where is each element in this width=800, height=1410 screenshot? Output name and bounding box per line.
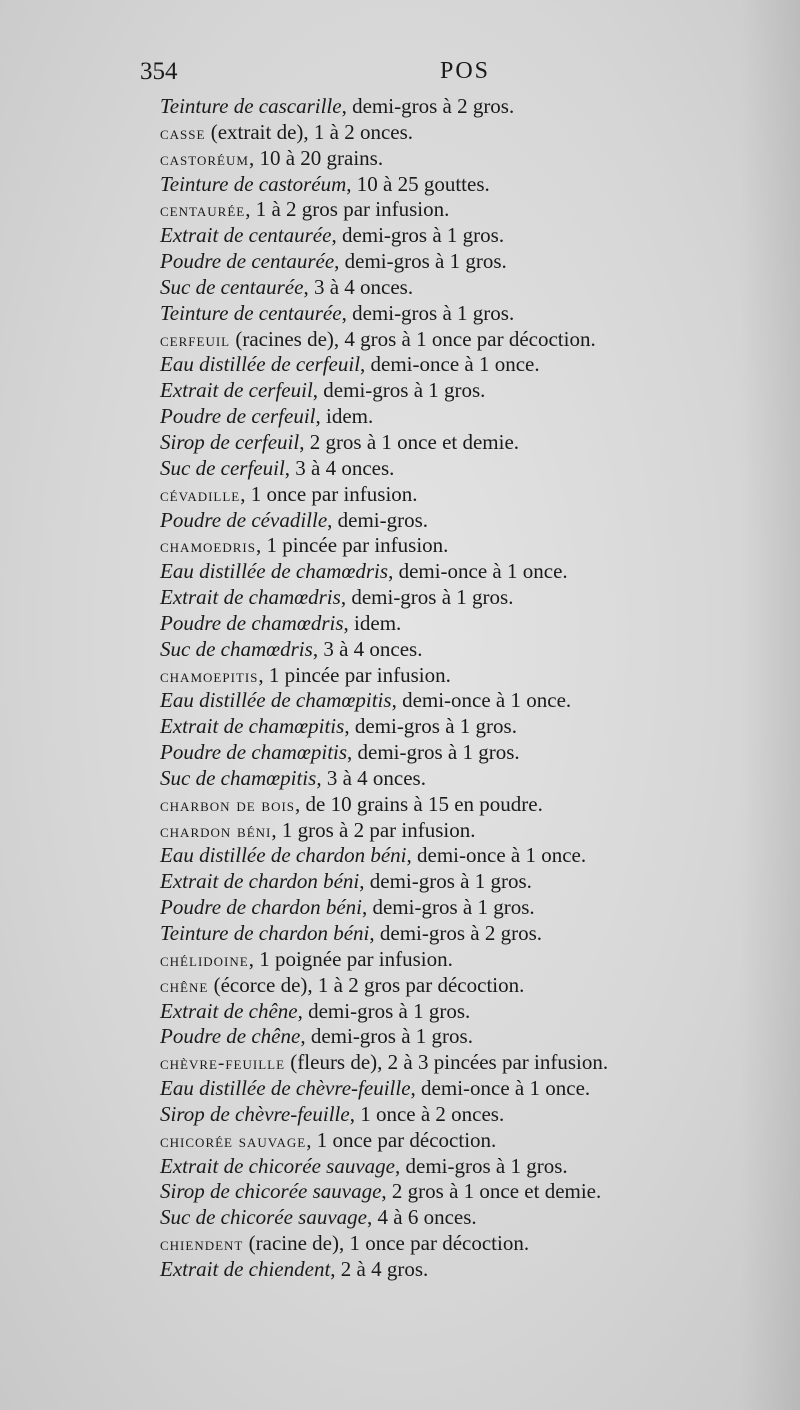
dosage-text: , 3 à 4 onces. — [316, 765, 426, 790]
dosage-text: , demi-gros à 1 gros. — [395, 1153, 568, 1178]
dosage-text: , 3 à 4 onces. — [312, 636, 423, 661]
substance-name: casse — [160, 122, 206, 144]
dosage-text: , 3 à 4 onces. — [284, 455, 395, 480]
entry-preparation-line — [148, 430, 798, 456]
dosage-text: , demi-gros à 1 gros. — [340, 585, 514, 610]
preparation-name: Extrait de chardon béni — [160, 869, 360, 894]
preparation-name: Suc de centaurée — [160, 274, 304, 299]
preparation-name: Poudre de chamœdris — [160, 610, 344, 635]
substance-name: chêne — [160, 975, 209, 997]
dosage-text: , 3 à 4 onces. — [303, 274, 414, 299]
preparation-name: Extrait de chiendent — [160, 1256, 331, 1281]
dosage-text: , demi-once à 1 once. — [391, 688, 572, 713]
dosage-text: , idem. — [343, 610, 402, 635]
preparation-name: Suc de cerfeuil — [160, 455, 285, 480]
dosage-text: (extrait de), 1 à 2 onces. — [205, 119, 414, 144]
dosage-text: , 4 à 6 onces. — [367, 1205, 477, 1230]
preparation-name: Poudre de chardon béni — [160, 895, 362, 920]
dosage-text: , 10 à 25 gouttes. — [346, 171, 490, 196]
running-head: POS — [440, 58, 491, 84]
entry-preparation-line — [148, 352, 798, 378]
entry-preparation-line — [148, 1076, 798, 1102]
entry-preparation-line — [148, 740, 798, 766]
page-header — [140, 58, 740, 92]
preparation-name: Sirop de cerfeuil — [160, 429, 300, 454]
preparation-name: Poudre de centaurée — [160, 249, 335, 274]
substance-name: cévadille — [160, 484, 241, 506]
dosage-text: , idem. — [315, 404, 374, 429]
preparation-name: Poudre de chêne — [160, 1024, 301, 1049]
dosage-text: , demi-gros à 1 gros. — [341, 300, 515, 325]
preparation-name: Eau distillée de chamœpitis — [160, 688, 392, 713]
entry-heading-line — [148, 120, 798, 146]
entry-preparation-line — [148, 94, 798, 120]
entry-preparation-line — [148, 559, 798, 585]
dosage-text: , demi-gros à 2 gros. — [369, 921, 543, 945]
dosage-text: , demi-once à 1 once. — [388, 559, 568, 584]
entry-preparation-line — [148, 688, 798, 714]
dosage-text: , 1 once par infusion. — [240, 481, 418, 506]
substance-name: charbon de bois — [160, 794, 296, 816]
dosage-text: , 2 gros à 1 once et demie. — [381, 1179, 602, 1204]
entry-heading-line — [148, 947, 798, 973]
entry-preparation-line — [148, 456, 798, 482]
entry-preparation-line — [148, 1154, 798, 1180]
dosage-text: , demi-gros à 2 gros. — [341, 94, 515, 118]
preparation-name: Extrait de centaurée — [160, 223, 332, 248]
entry-preparation-line — [148, 611, 798, 637]
dosage-text: , 2 à 4 gros. — [330, 1256, 429, 1281]
preparation-name: Teinture de castoréum — [160, 171, 347, 196]
entry-preparation-line — [148, 172, 798, 198]
preparation-name: Sirop de chèvre-feuille — [160, 1101, 350, 1126]
preparation-name: Suc de chicorée sauvage — [160, 1205, 367, 1230]
entry-heading-line — [148, 973, 798, 999]
dosage-text: , demi-gros. — [327, 507, 429, 532]
entry-preparation-line — [148, 585, 798, 611]
entry-preparation-line — [148, 301, 798, 327]
dosage-text: , 1 pincée par infusion. — [258, 662, 451, 687]
entry-heading-line — [148, 533, 798, 559]
dosage-text: , demi-gros à 1 gros. — [312, 378, 486, 403]
entry-heading-line — [148, 197, 798, 223]
substance-name: chamoepitis — [160, 665, 259, 687]
dosage-text: , demi-once à 1 once. — [410, 1076, 591, 1101]
substance-name: chèvre-feuille — [160, 1053, 286, 1075]
entry-heading-line — [148, 792, 798, 818]
preparation-name: Eau distillée de cerfeuil — [160, 352, 361, 377]
substance-name: cerfeuil — [160, 329, 231, 351]
entry-heading-line — [148, 1231, 798, 1257]
entry-preparation-line — [148, 1205, 798, 1231]
preparation-name: Extrait de chamœpitis — [160, 714, 345, 739]
dosage-text: , 1 poignée par infusion. — [248, 946, 453, 971]
preparation-name: Poudre de cévadille — [160, 507, 328, 532]
dosage-list — [148, 94, 798, 1283]
dosage-text: , demi-once à 1 once. — [406, 843, 587, 868]
entry-preparation-line — [148, 404, 798, 430]
preparation-name: Poudre de cerfeuil — [160, 404, 316, 429]
substance-name: chicorée sauvage — [160, 1130, 307, 1152]
entry-heading-line — [148, 146, 798, 172]
dosage-text: , demi-gros à 1 gros. — [344, 714, 517, 739]
dosage-text: , demi-gros à 1 gros. — [297, 998, 471, 1023]
substance-name: chamoedris — [160, 536, 256, 558]
entry-preparation-line — [148, 249, 798, 275]
entry-preparation-line — [148, 999, 798, 1025]
preparation-name: Teinture de cascarille — [160, 94, 342, 118]
preparation-name: Extrait de chamœdris — [160, 585, 341, 610]
entry-heading-line — [148, 1050, 798, 1076]
dosage-text: , demi-gros à 1 gros. — [331, 223, 505, 248]
dosage-text: , 1 gros à 2 par infusion. — [271, 817, 476, 842]
substance-name: centaurée — [160, 200, 246, 222]
entry-preparation-line — [148, 223, 798, 249]
entry-preparation-line — [148, 378, 798, 404]
preparation-name: Eau distillée de chamœdris — [160, 559, 389, 584]
preparation-name: Eau distillée de chèvre-feuille — [160, 1076, 411, 1101]
entry-heading-line — [148, 1128, 798, 1154]
entry-preparation-line — [148, 1024, 798, 1050]
dosage-text: , demi-gros à 1 gros. — [300, 1024, 473, 1049]
dosage-text: , 2 gros à 1 once et demie. — [299, 429, 520, 454]
entry-preparation-line — [148, 921, 798, 947]
entry-preparation-line — [148, 869, 798, 895]
dosage-text: (fleurs de), 2 à 3 pincées par infusion. — [285, 1050, 609, 1075]
substance-name: chiendent — [160, 1234, 244, 1256]
dosage-text: , 1 pincée par infusion. — [255, 533, 449, 558]
entry-preparation-line — [148, 508, 798, 534]
entry-preparation-line — [148, 1179, 798, 1205]
entry-preparation-line — [148, 843, 798, 869]
preparation-name: Eau distillée de chardon béni — [160, 843, 407, 868]
dosage-text: , de 10 grains à 15 en poudre. — [295, 791, 543, 816]
entry-preparation-line — [148, 895, 798, 921]
preparation-name: Poudre de chamœpitis — [160, 740, 348, 765]
entry-heading-line — [148, 818, 798, 844]
entry-preparation-line — [148, 714, 798, 740]
dosage-text: , demi-gros à 1 gros. — [359, 869, 532, 894]
dosage-text: (racines de), 4 gros à 1 once par décoction. — [230, 326, 596, 351]
entry-preparation-line — [148, 1102, 798, 1128]
dosage-text: (racine de), 1 once par décoction. — [243, 1231, 530, 1256]
dosage-text: , 1 à 2 gros par infusion. — [245, 197, 450, 222]
substance-name: castoréum — [160, 148, 249, 170]
dosage-text: , 1 once par décoction. — [306, 1127, 497, 1152]
entry-preparation-line — [148, 637, 798, 663]
dosage-text: , 10 à 20 grains. — [248, 145, 384, 170]
preparation-name: Sirop de chicorée sauvage — [160, 1179, 382, 1204]
entry-preparation-line — [148, 1257, 798, 1283]
entry-heading-line — [148, 327, 798, 353]
preparation-name: Suc de chamœdris — [160, 636, 313, 661]
preparation-name: Extrait de chicorée sauvage — [160, 1153, 395, 1178]
dosage-text: , demi-gros à 1 gros. — [334, 249, 507, 274]
preparation-name: Suc de chamœpitis — [160, 765, 317, 790]
preparation-name: Teinture de chardon béni — [160, 921, 370, 945]
entry-heading-line — [148, 663, 798, 689]
preparation-name: Extrait de cerfeuil — [160, 378, 313, 403]
dosage-text: , demi-gros à 1 gros. — [361, 895, 535, 920]
entry-preparation-line — [148, 275, 798, 301]
entry-heading-line — [148, 482, 798, 508]
preparation-name: Teinture de centaurée — [160, 300, 342, 325]
dosage-text: , demi-gros à 1 gros. — [347, 740, 520, 765]
entry-preparation-line — [148, 766, 798, 792]
dosage-text: , demi-once à 1 once. — [360, 352, 540, 377]
dosage-text: (écorce de), 1 à 2 gros par décoction. — [208, 972, 525, 997]
substance-name: chélidoine — [160, 949, 249, 971]
dosage-text: , 1 once à 2 onces. — [349, 1101, 505, 1126]
preparation-name: Extrait de chêne — [160, 998, 298, 1023]
substance-name: chardon béni — [160, 820, 272, 842]
page-number: 354 — [140, 58, 178, 85]
